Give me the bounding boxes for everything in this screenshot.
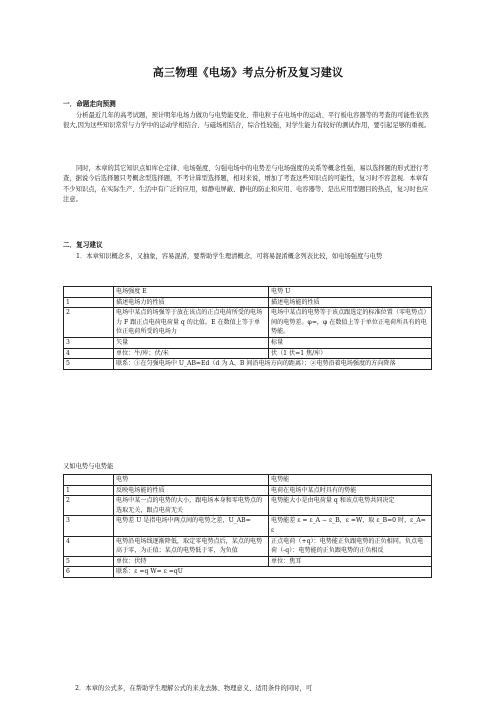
caption-potential-vs-energy: 又如电势与电势能: [63, 463, 114, 470]
table-cell: 单位：伏特: [114, 556, 269, 567]
table-row: [64, 536, 432, 556]
table-potential-vs-energy: [63, 474, 432, 578]
table-cell: 2: [64, 308, 114, 338]
table-cell: 电势能大小是由电荷量 q 和该点电势共同决定: [269, 496, 432, 516]
table-cell-relation: 联系：ε =q W= ε =qU: [114, 567, 432, 578]
table-header-row: [64, 475, 432, 486]
table-cell: 2: [64, 496, 114, 516]
table-cell: 3: [64, 516, 114, 536]
paragraph-suggestions-1: 1．本章知识概念多，又抽象，容易混淆，要帮助学生理清概念，可将易混淆概念列表比较，如电场强度与电势: [76, 253, 383, 260]
paragraph-suggestions-2: 2．本章的公式多，在帮助学生理解公式的来龙去脉、物理意义、适用条件的同时，可: [75, 685, 312, 692]
table-row: [64, 348, 432, 359]
table-header-cell: 电场强度 E: [114, 287, 269, 298]
section-heading-forecast: 一．命题走向预测: [63, 100, 116, 108]
table-row: [64, 496, 432, 516]
table-row: [64, 337, 432, 348]
table-cell: 5: [64, 359, 114, 370]
table-cell: 电荷在电场中某点时具有的势能: [269, 485, 432, 496]
table-cell: 描述电场能的性质: [269, 297, 432, 308]
table-header-cell: 电势 U: [269, 287, 432, 298]
table-cell: 伏（1 伏=1 焦/库）: [269, 348, 432, 359]
table-cell: 标量: [269, 337, 432, 348]
table-row: [64, 359, 432, 370]
table-cell: 矢量: [114, 337, 269, 348]
table-cell: 电势沿电场线逐渐降低，取定零电势点后，某点的电势高于零，为正值；某点的电势低于零，为负值: [114, 536, 269, 556]
table-cell: 4: [64, 536, 114, 556]
paragraph-forecast-2: 同时，本章的其它知识点如库仑定律、电场强度、匀强电场中的电势差与电场强度的关系等概念性强，易以选择题的形式进行考查，据说今后选择题只考概念型选择题，不考计算型选择题，相对来说，增加了考查这些知识点的可能性，复习时不容忽视．本章有不少知识点，在实际生产、生活中有广泛的应用，如静电屏蔽、静电的防止和应用、电容器等、是出应用型题目的热点，复习时也应注意。: [63, 165, 429, 204]
table-cell: 描述电场力的性质: [114, 297, 269, 308]
table-cell: 6: [64, 567, 114, 578]
table-row: [64, 556, 432, 567]
page-title: 高三物理《电场》考点分析及复习建议: [152, 66, 344, 79]
table-cell: 电势差 U 是指电场中两点间的电势之差，U_AB=: [114, 516, 269, 536]
table-field-vs-potential: [63, 286, 432, 370]
table-cell: 1: [64, 297, 114, 308]
table-cell: 1: [64, 485, 114, 496]
table-header-cell: 电势能: [269, 475, 432, 486]
table-cell: 正点电荷（+q）：电势能正负跟电势的正负相同。负点电荷（-q）：电势能的正负跟电势的正负相反: [269, 536, 432, 556]
table-header-cell: [64, 287, 114, 298]
table-cell: 5: [64, 556, 114, 567]
table-cell: 4: [64, 348, 114, 359]
table-header-cell: 电势: [114, 475, 269, 486]
table-row: [64, 567, 432, 578]
table-cell: 电场中某点的电势等于该点跟选定的标准位置（零电势点）间的电势差。φ=，φ 在数值上等于单位正电荷所具有的电势能。: [269, 308, 432, 338]
table-header-row: [64, 287, 432, 298]
table-row: [64, 485, 432, 496]
table-cell: 反映电场能的性质: [114, 485, 269, 496]
table-cell: 电场中某点的场强等于放在该点的正点电荷所受的电场力 F 跟正点电荷电荷量 q 的比值。E 在数值上等于单位正电荷所受的电场力: [114, 308, 269, 338]
paragraph-forecast-1: 分析最近几年的高考试题，预计明年电场力做功与电势能变化、带电粒子在电场中的运动、平行板电容器等的考查的可能性依然很大,因为这些知识常常与力学中的运动学相结合、与磁场相结合，综合性较强，对学生能力有较好的测试作用，要引起足够的重视。: [63, 112, 431, 130]
table-row: [64, 516, 432, 536]
table-cell: 单位：牛/库；伏/米: [114, 348, 269, 359]
table-cell-relation: 联系：①在匀强电场中 U_AB=Ed（d 为 A、B 间沿电场方向的距离）；②电势沿着电场强度的方向降落: [114, 359, 432, 370]
table-row: [64, 308, 432, 338]
table-cell: 单位：焦耳: [269, 556, 432, 567]
table-header-cell: [64, 475, 114, 486]
section-heading-suggestions: 二．复习建议: [63, 241, 103, 249]
table-row: [64, 297, 432, 308]
table-cell: 3: [64, 337, 114, 348]
table-cell: 电势能差 ε = ε_A − ε_B，ε =W，取 ε_B=0 时，ε_A= ε: [269, 516, 432, 536]
table-cell: 电场中某一点的电势的大小，跟电场本身和零电势点的选取无关，跟点电荷无关: [114, 496, 269, 516]
